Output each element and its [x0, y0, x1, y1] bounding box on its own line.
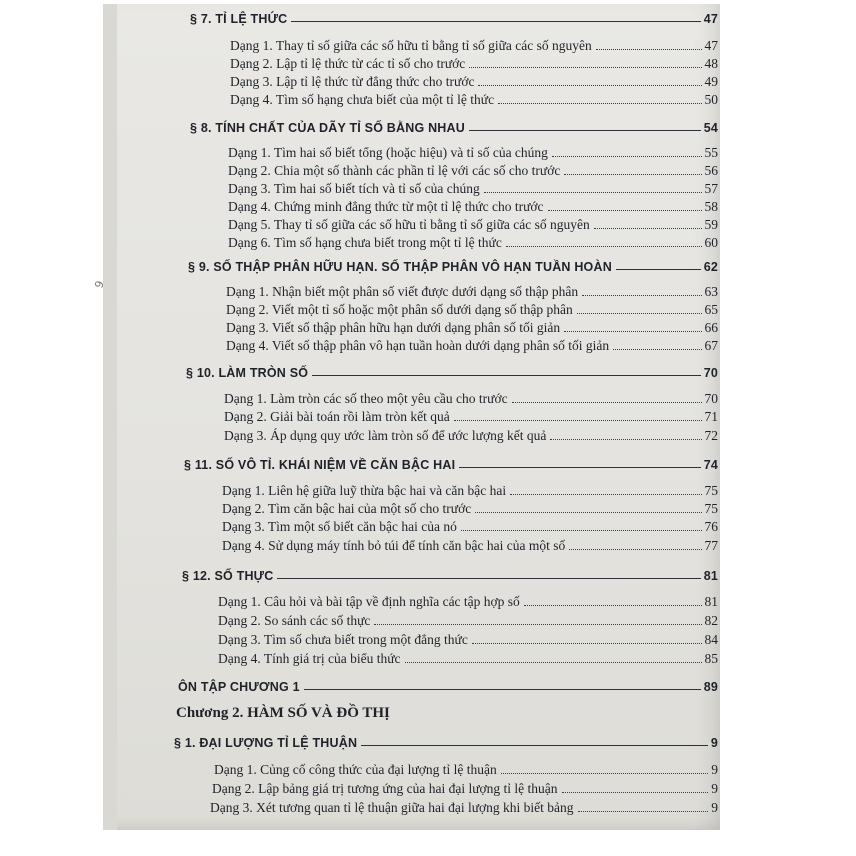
leader-line — [291, 21, 700, 22]
item-page: 58 — [704, 199, 718, 214]
section-title: § 8. TÍNH CHẤT CỦA DÃY TỈ SỐ BẰNG NHAU — [190, 121, 465, 135]
item-page: 55 — [704, 145, 718, 160]
toc-item[interactable] — [230, 34, 718, 54]
item-label: Dạng 1. Củng cố công thức của đại lượng tỉ lệ thuận — [214, 762, 497, 777]
item-label: Dạng 4. Tính giá trị của biểu thức — [218, 651, 401, 666]
toc-item[interactable] — [224, 405, 718, 425]
item-label: Dạng 6. Tìm số hạng chưa biết trong một tỉ lệ thức — [228, 235, 502, 250]
item-label: Dạng 3. Viết số thập phân hữu hạn dưới dạng phân số tối giản — [226, 320, 561, 335]
toc-section-11[interactable] — [184, 452, 718, 472]
item-page: 59 — [704, 217, 718, 232]
leader-line — [312, 375, 701, 376]
item-label: Dạng 1. Thay tỉ số giữa các số hữu tỉ bằng tỉ số giữa các số nguyên — [230, 38, 592, 53]
section-title: § 11. SỐ VÔ TỈ. KHÁI NIỆM VỀ CĂN BẬC HAI — [184, 458, 456, 472]
leader-dots — [562, 792, 709, 793]
toc-item[interactable] — [228, 195, 718, 215]
leader-dots — [501, 773, 709, 774]
leader-line — [304, 689, 701, 690]
toc-section-8[interactable] — [190, 115, 718, 135]
item-page: 71 — [704, 409, 718, 424]
toc-item[interactable] — [226, 298, 718, 318]
item-label: Dạng 3. Lập tỉ lệ thức từ đẳng thức cho trước — [230, 74, 475, 89]
leader-dots — [552, 156, 702, 157]
item-page: 82 — [704, 613, 718, 628]
toc-item[interactable] — [226, 280, 718, 300]
item-page: 9 — [711, 781, 718, 796]
leader-dots — [564, 331, 701, 332]
toc-item[interactable] — [222, 497, 718, 517]
section-title: § 7. TỈ LỆ THỨC — [190, 12, 288, 26]
leader-line — [469, 130, 701, 131]
item-label: Dạng 4. Chứng minh đẳng thức từ một tỉ lệ thức cho trước — [228, 199, 544, 214]
item-label: Dạng 4. Sử dụng máy tính bỏ túi để tính căn bậc hai của một số — [222, 538, 566, 553]
item-page: 76 — [704, 519, 718, 534]
leader-dots — [484, 192, 702, 193]
leader-dots — [498, 103, 701, 104]
item-page: 65 — [704, 302, 718, 317]
leader-dots — [578, 811, 709, 812]
toc-section-10[interactable] — [186, 360, 718, 380]
leader-dots — [524, 605, 702, 606]
chapter-2-heading — [176, 698, 576, 722]
toc-item[interactable] — [222, 515, 718, 535]
item-page: 75 — [704, 501, 718, 516]
leader-dots — [478, 85, 701, 86]
item-label: Dạng 1. Câu hỏi và bài tập về định nghĩa các tập hợp số — [218, 594, 520, 609]
leader-dots — [564, 174, 701, 175]
item-page: 63 — [704, 284, 718, 299]
item-page: 57 — [704, 181, 718, 196]
toc-section-7[interactable] — [190, 6, 718, 26]
item-label: Dạng 2. Giải bài toán rồi làm tròn kết quả — [224, 409, 450, 424]
item-label: Dạng 3. Tìm một số biết căn bậc hai của nó — [222, 519, 457, 534]
item-page: 67 — [704, 338, 718, 353]
toc-item[interactable] — [224, 424, 718, 444]
item-label: Dạng 5. Thay tỉ số giữa các số hữu tỉ bằng tỉ số giữa các số nguyên — [228, 217, 590, 232]
page-binding-edge — [103, 4, 117, 830]
leader-line — [277, 578, 700, 579]
leader-dots — [472, 643, 702, 644]
leader-line — [361, 745, 708, 746]
toc-item[interactable] — [218, 628, 718, 648]
toc-section-c2-1[interactable] — [174, 730, 718, 750]
section-page: 9 — [710, 736, 718, 750]
toc-item[interactable] — [230, 70, 718, 90]
item-label: Dạng 2. Lập bảng giá trị tương ứng của hai đại lượng tỉ lệ thuận — [212, 781, 558, 796]
toc-item[interactable] — [230, 88, 718, 108]
item-page: 66 — [704, 320, 718, 335]
item-page: 56 — [704, 163, 718, 178]
leader-dots — [374, 624, 701, 625]
item-page: 70 — [704, 391, 718, 406]
leader-dots — [475, 512, 701, 513]
leader-dots — [548, 210, 702, 211]
section-page: 89 — [703, 680, 718, 694]
toc-item[interactable] — [228, 231, 718, 251]
item-label: Dạng 3. Tìm số chưa biết trong một đẳng thức — [218, 632, 468, 647]
toc-item[interactable] — [230, 52, 718, 72]
leader-dots — [613, 349, 701, 350]
item-page: 75 — [704, 483, 718, 498]
item-label: Dạng 1. Nhận biết một phân số viết được dưới dạng số thập phân — [226, 284, 579, 299]
leader-dots — [582, 295, 701, 296]
item-page: 50 — [704, 92, 718, 107]
section-page: 74 — [703, 458, 718, 472]
leader-dots — [512, 402, 702, 403]
leader-dots — [577, 313, 702, 314]
section-title: § 10. LÀM TRÒN SỐ — [186, 366, 309, 380]
toc-chapter1-review[interactable] — [178, 674, 718, 694]
toc-item[interactable] — [228, 177, 718, 197]
toc-item[interactable] — [224, 387, 718, 407]
leader-dots — [596, 49, 702, 50]
leader-dots — [469, 67, 701, 68]
section-title: § 9. SỐ THẬP PHÂN HỮU HẠN. SỐ THẬP PHÂN VÔ HẠN TUẦN HOÀN — [188, 260, 612, 274]
item-page: 84 — [704, 632, 718, 647]
leader-line — [459, 467, 700, 468]
item-page: 9 — [711, 762, 718, 777]
item-label: Dạng 2. Viết một tỉ số hoặc một phân số dưới dạng số thập phân — [226, 302, 573, 317]
item-label: Dạng 4. Viết số thập phân vô hạn tuần hoàn dưới dạng phân số tối giản — [226, 338, 610, 353]
section-page: 47 — [703, 12, 718, 26]
toc-section-9[interactable] — [188, 254, 718, 274]
margin-mark: 9 — [92, 278, 107, 291]
item-label: Dạng 3. Áp dụng quy ước làm tròn số để ước lượng kết quả — [224, 428, 547, 443]
item-page: 85 — [704, 651, 718, 666]
toc-item[interactable] — [218, 647, 718, 667]
item-label: Dạng 2. So sánh các số thực — [218, 613, 371, 628]
toc-item[interactable] — [228, 159, 718, 179]
section-page: 54 — [703, 121, 718, 135]
item-page: 77 — [704, 538, 718, 553]
leader-line — [616, 269, 701, 270]
item-page: 81 — [704, 594, 718, 609]
toc-item[interactable] — [210, 796, 718, 816]
toc-item[interactable] — [222, 479, 718, 499]
item-page: 9 — [711, 800, 718, 815]
item-label: Dạng 2. Chia một số thành các phần tỉ lệ với các số cho trước — [228, 163, 561, 178]
section-title: § 1. ĐẠI LƯỢNG TỈ LỆ THUẬN — [174, 736, 358, 750]
chapter-title: Chương 2. HÀM SỐ VÀ ĐỒ THỊ — [176, 705, 390, 721]
item-label: Dạng 3. Xét tương quan tỉ lệ thuận giữa hai đại lượng khi biết bảng — [210, 800, 574, 815]
item-label: Dạng 1. Liên hệ giữa luỹ thừa bậc hai và căn bậc hai — [222, 483, 507, 498]
leader-dots — [405, 662, 702, 663]
item-label: Dạng 3. Tìm hai số biết tích và tỉ số của chúng — [228, 181, 480, 196]
toc-item[interactable] — [214, 758, 718, 778]
item-page: 49 — [704, 74, 718, 89]
leader-dots — [454, 420, 702, 421]
item-label: Dạng 4. Tìm số hạng chưa biết của một tỉ lệ thức — [230, 92, 495, 107]
toc-item[interactable] — [218, 590, 718, 610]
section-page: 70 — [703, 366, 718, 380]
item-label: Dạng 2. Tìm căn bậc hai của một số cho trước — [222, 501, 472, 516]
leader-dots — [506, 246, 702, 247]
toc-section-12[interactable] — [182, 563, 718, 583]
item-page: 48 — [704, 56, 718, 71]
toc-item[interactable] — [212, 777, 718, 797]
toc-item[interactable] — [222, 534, 718, 554]
leader-dots — [594, 228, 702, 229]
section-page: 81 — [703, 569, 718, 583]
item-label: Dạng 1. Tìm hai số biết tổng (hoặc hiệu) và tỉ số của chúng — [228, 145, 548, 160]
leader-dots — [569, 549, 701, 550]
item-page: 47 — [704, 38, 718, 53]
section-title: § 12. SỐ THỰC — [182, 569, 274, 583]
toc-item[interactable] — [226, 316, 718, 336]
toc-item[interactable] — [228, 141, 718, 161]
item-page: 60 — [704, 235, 718, 250]
section-page: 62 — [703, 260, 718, 274]
leader-dots — [510, 494, 701, 495]
toc-item[interactable] — [218, 609, 718, 629]
section-title: ÔN TẬP CHƯƠNG 1 — [178, 680, 300, 694]
toc-item[interactable] — [228, 213, 718, 233]
item-label: Dạng 2. Lập tỉ lệ thức từ các tỉ số cho trước — [230, 56, 466, 71]
item-label: Dạng 1. Làm tròn các số theo một yêu cầu cho trước — [224, 391, 508, 406]
toc-item[interactable] — [226, 334, 718, 354]
item-page: 72 — [704, 428, 718, 443]
leader-dots — [550, 439, 701, 440]
leader-dots — [461, 530, 702, 531]
